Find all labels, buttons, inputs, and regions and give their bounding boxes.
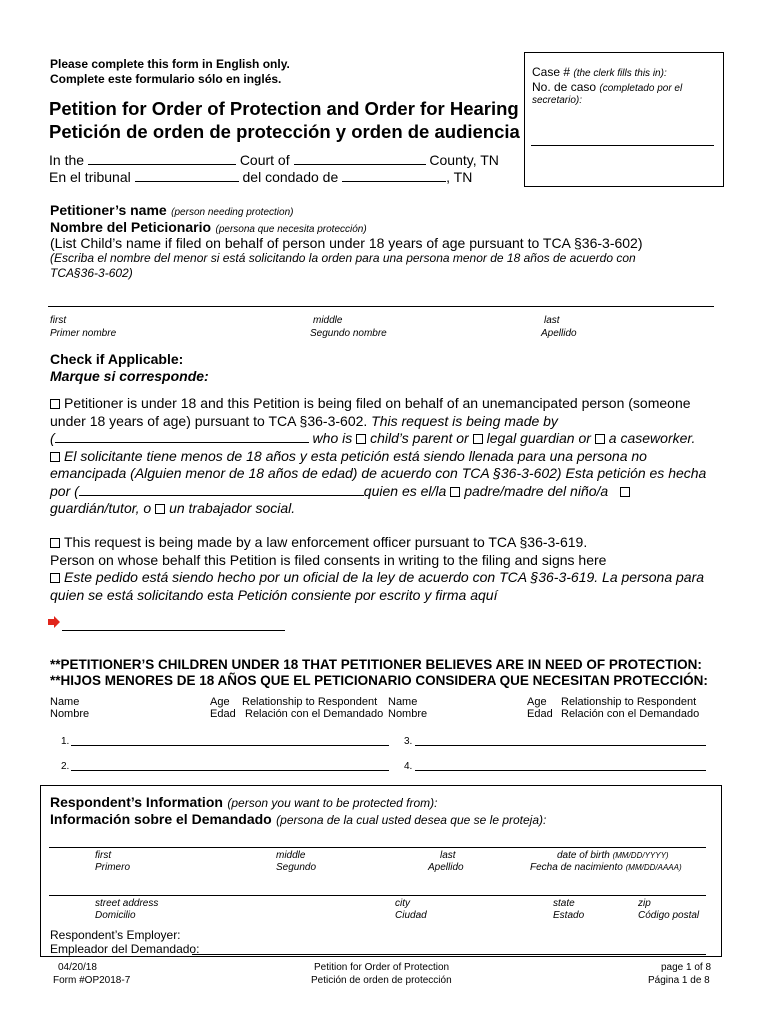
child-1-field[interactable]	[71, 745, 389, 746]
child-col-relationship: Relationship to Respondent	[242, 696, 378, 708]
child-row-number: 4.	[404, 761, 413, 772]
respondent-first-label: first	[95, 850, 112, 861]
minor-petition-checkbox[interactable]	[50, 399, 60, 409]
respondent-employer-label: Respondent’s Employer:	[50, 928, 181, 942]
petitioner-last-label-es: Apellido	[541, 328, 577, 339]
child-col-name-es-2: Nombre	[388, 708, 428, 720]
respondent-zip-label: zip	[638, 898, 651, 909]
petitioner-first-label-es: Primer nombre	[50, 328, 117, 339]
case-number-field[interactable]	[531, 145, 714, 146]
children-heading: **PETITIONER’S CHILDREN UNDER 18 THAT PETITIONER BELIEVES ARE IN NEED OF PROTECTION:	[50, 657, 702, 672]
child-col-name-2: Name	[388, 696, 418, 708]
child-name-note: (List Child’s name if filed on behalf of person under 18 years of age pursuant to TCA §36-3-602)	[50, 235, 643, 251]
filer-name-field[interactable]	[55, 442, 309, 443]
respondent-employer-label-es: Empleador del Demandado:	[50, 942, 200, 956]
child-name-note-es-2: TCA§36-3-602)	[50, 266, 133, 280]
consent-signature-field[interactable]	[62, 630, 285, 631]
respondent-city-label-es: Ciudad	[395, 910, 427, 921]
respondent-state-label-es: Estado	[553, 910, 585, 921]
caso-note: secretario):	[532, 95, 583, 106]
children-heading-es: **HIJOS MENORES DE 18 AÑOS QUE EL PETICIONARIO CONSIDERA QUE NECESITAN PROTECCIÓN:	[50, 673, 708, 688]
child-col-name-es: Nombre	[50, 708, 90, 720]
child-col-relationship-2: Relationship to Respondent	[561, 696, 697, 708]
footer-page-number: page 1 of 8	[661, 962, 712, 973]
child-col-name: Name	[50, 696, 80, 708]
respondent-city-label: city	[395, 898, 410, 909]
respondent-dob-label: date of birth (MM/DD/YYYY)	[557, 850, 669, 861]
legal-guardian-checkbox[interactable]	[473, 434, 483, 444]
case-number-box	[524, 52, 724, 187]
petitioner-middle-label-es: Segundo nombre	[310, 328, 387, 339]
court-line-es: En el tribunal del condado de , TN	[49, 169, 473, 185]
law-enforcement-paragraph: This request is being made by a law enforcement officer pursuant to TCA §36-3-619. Person on whose behalf this Petition is filed consents in writing to the filing and signs here Este pedido está siendo hecho por un oficial de la ley de acuerdo con TCA §36-3-619. La persona para quien se está solicitando esta Petición consiente por escrito y firma aquí	[50, 534, 705, 603]
petitioner-last-label: last	[544, 315, 560, 326]
minor-petition-paragraph: Petitioner is under 18 and this Petition is being filed on behalf of an unemancipated person (someone under 18 years of age) pursuant to TCA §36-3-602. This request is being made by ( who is child’s parent or legal guardian or a caseworker. El solicitante tiene menos de 18 años y esta petición está siendo llenada para una persona no emancipada (Alguien menor de 18 años de edad) de acuerdo con TCA §36-3-602) Esta petición es hecha por ( quien es el/la padre/madre del niño/a guardián/tutor, o un trabajador social.	[50, 395, 707, 516]
respondent-heading-es: Información sobre el Demandado (persona de la cual usted desea que se le proteja):	[50, 811, 547, 827]
respondent-zip-label-es: Código postal	[638, 910, 700, 921]
tribunal-field[interactable]	[135, 181, 239, 182]
respondent-first-label-es: Primero	[95, 862, 131, 873]
respondent-state-label: state	[553, 898, 575, 909]
filer-name-field-es[interactable]	[79, 495, 364, 496]
county-field[interactable]	[294, 164, 426, 165]
footer-page-number-es: Página 1 de 8	[648, 975, 710, 986]
check-applicable-heading-es: Marque si corresponde:	[50, 368, 209, 384]
petitioner-name-field[interactable]	[48, 306, 714, 307]
form-title-es: Petición de orden de protección y orden de audiencia	[49, 121, 520, 142]
footer-form-number: Form #OP2018-7	[53, 975, 131, 986]
child-col-age: Age	[210, 696, 230, 708]
petitioner-name-label: Petitioner’s name (person needing protection)	[50, 202, 294, 218]
respondent-middle-label-es: Segundo	[276, 862, 317, 873]
child-col-age-es-2: Edad	[527, 708, 553, 720]
caso-label: No. de caso (completado por el	[532, 80, 683, 94]
parent-checkbox[interactable]	[356, 434, 366, 444]
child-col-age-es: Edad	[210, 708, 236, 720]
child-col-age-2: Age	[527, 696, 547, 708]
footer-title-es: Petición de orden de protección	[311, 975, 452, 986]
child-col-relationship-es-2: Relación con el Demandado	[561, 708, 700, 720]
child-4-field[interactable]	[415, 770, 706, 771]
footer-title: Petition for Order of Protection	[314, 962, 450, 973]
court-line: In the Court of County, TN	[49, 152, 499, 168]
law-enforcement-checkbox-es[interactable]	[50, 573, 60, 583]
respondent-employer-field[interactable]	[192, 954, 706, 955]
respondent-street-label-es: Domicilio	[95, 910, 136, 921]
child-2-field[interactable]	[71, 770, 389, 771]
child-row-number: 1.	[61, 736, 70, 747]
petitioner-middle-label: middle	[313, 315, 343, 326]
respondent-dob-label-es: Fecha de nacimiento (MM/DD/AAAA)	[530, 862, 682, 873]
child-name-note-es: (Escriba el nombre del menor si está solicitando la orden para una persona menor de 18 años de acuerdo con	[50, 251, 636, 265]
respondent-heading: Respondent’s Information (person you want to be protected from):	[50, 794, 438, 810]
minor-petition-checkbox-es[interactable]	[50, 452, 60, 462]
respondent-last-label: last	[440, 850, 456, 861]
check-applicable-heading: Check if Applicable:	[50, 351, 184, 367]
petitioner-name-label-es: Nombre del Peticionario (persona que necesita protección)	[50, 219, 367, 235]
english-only-notice: Please complete this form in English only.	[50, 57, 290, 71]
child-row-number: 3.	[404, 736, 413, 747]
footer-date: 04/20/18	[58, 962, 97, 973]
guardian-checkbox-es[interactable]	[620, 487, 630, 497]
child-col-relationship-es: Relación con el Demandado	[245, 708, 384, 720]
law-enforcement-checkbox[interactable]	[50, 538, 60, 548]
sign-here-arrow-icon	[47, 615, 61, 629]
respondent-last-label-es: Apellido	[428, 862, 464, 873]
form-title: Petition for Order of Protection and Order for Hearing	[49, 98, 519, 119]
court-name-field[interactable]	[88, 164, 236, 165]
child-row-number: 2.	[61, 761, 70, 772]
respondent-street-label: street address	[95, 898, 159, 909]
respondent-name-field[interactable]	[49, 847, 706, 848]
parent-checkbox-es[interactable]	[450, 487, 460, 497]
case-number-label: Case # (the clerk fills this in):	[532, 65, 667, 79]
respondent-address-field[interactable]	[49, 895, 706, 896]
english-only-notice-es: Complete este formulario sólo en inglés.	[50, 72, 282, 86]
child-3-field[interactable]	[415, 745, 706, 746]
respondent-middle-label: middle	[276, 850, 306, 861]
condado-field[interactable]	[342, 181, 446, 182]
caseworker-checkbox[interactable]	[595, 434, 605, 444]
caseworker-checkbox-es[interactable]	[155, 504, 165, 514]
petitioner-first-label: first	[50, 315, 67, 326]
